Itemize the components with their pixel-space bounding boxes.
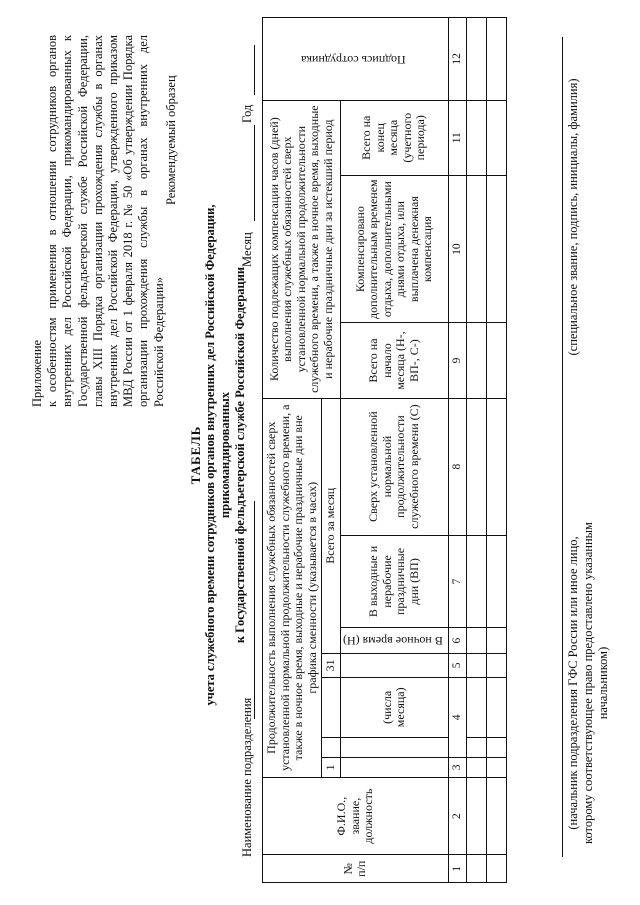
empty-cell xyxy=(467,777,487,855)
table-row xyxy=(487,18,507,883)
signature-right-caption: (специальное звание, подпись, инициалы, фамилия) xyxy=(566,78,580,356)
column-number-row xyxy=(448,18,467,883)
unit-fill-line xyxy=(254,501,255,719)
meta-row xyxy=(240,47,258,857)
signature-col-header xyxy=(263,18,449,101)
night-label: В ночное время (Н) xyxy=(342,634,443,649)
day-first: 1 xyxy=(322,757,341,777)
empty-cell xyxy=(487,398,507,535)
recommended-sample-label: Рекомендуемый образец xyxy=(164,75,178,205)
empty-cell xyxy=(487,100,507,175)
colnum-3: 3 xyxy=(448,757,467,777)
col-fio-header: Ф.И.О., звание, должность xyxy=(263,777,449,855)
empty-cell xyxy=(467,398,487,535)
empty-cell xyxy=(467,757,487,777)
day-cell-a xyxy=(340,757,448,777)
duration-header: Продолжительность выполнения служебных обязанностей сверх установленной нормальной продолжительности служебного времени, а также в ночное время, выходные и нерабочие праздничные дни вне графика сменности (указывается в часах) xyxy=(263,398,322,777)
colnum-1: 1 xyxy=(448,855,467,883)
empty-cell xyxy=(467,535,487,628)
compensation-header: Количество подлежащих компенсации часов (дней) выполнения служебных обязанностей сверх установленной нормальной продолжительности служебного времени, а также в ночное время, выходные и нерабочие праздничные дни за истекший период xyxy=(263,100,341,398)
colnum-2: 2 xyxy=(448,777,467,855)
empty-cell xyxy=(467,18,487,101)
appendix-heading: Приложение xyxy=(30,339,44,407)
empty-cell xyxy=(467,677,487,737)
colnum-6: 6 xyxy=(448,628,467,654)
empty-cell xyxy=(487,855,507,883)
empty-cell xyxy=(467,175,487,323)
title-line-1: учета служебного времени сотрудников органов внутренних дел Российской Федерации, прикомандированных xyxy=(203,204,232,706)
month-label: Месяц xyxy=(240,232,254,267)
signature-col-label: Подпись сотрудника xyxy=(301,52,406,67)
empty-cell xyxy=(487,628,507,654)
overtime-header: Сверх установленной нормальной продолжительности служебного времени (С) xyxy=(340,398,448,535)
unit-label: Наименование подразделения xyxy=(240,697,254,857)
month-fill-line xyxy=(254,125,255,221)
empty-cell xyxy=(467,628,487,654)
empty-cell xyxy=(467,855,487,883)
colnum-4: 4 xyxy=(448,677,467,757)
empty-cell xyxy=(487,535,507,628)
empty-cell xyxy=(487,175,507,323)
empty-cell xyxy=(467,100,487,175)
day-last: 31 xyxy=(322,653,341,677)
header-row-1 xyxy=(263,18,322,883)
table-row xyxy=(467,18,487,883)
timesheet-table xyxy=(262,17,507,883)
colnum-5: 5 xyxy=(448,653,467,677)
day-cell-c xyxy=(340,653,448,677)
night-header xyxy=(340,628,448,654)
empty-cell xyxy=(487,777,507,855)
colnum-10: 10 xyxy=(448,175,467,323)
empty-cell xyxy=(467,653,487,677)
day-blank-2 xyxy=(322,677,341,737)
empty-cell xyxy=(467,737,487,757)
appendix-text: к особенностям применения в отношении сотрудников органов внутренних дел Российской Федерации, прикомандированных к Государственной фельдъегерской службе Российской Федерации, главы XIII Порядка организации прохождения службы в органах внутренних дел Российской Федерации, утвержденного приказом МВД России от 1 февраля 2018 г. № 50 «Об утверждении Порядка организации прохождения службы в органах внутренних дел Российской Федерации» xyxy=(45,35,166,407)
day-cell-b xyxy=(340,737,448,757)
empty-cell xyxy=(467,323,487,398)
empty-cell xyxy=(487,18,507,101)
year-label: Год xyxy=(240,104,254,123)
colnum-12: 12 xyxy=(448,18,467,101)
col-num-header: № п/п xyxy=(263,855,449,883)
empty-cell xyxy=(487,757,507,777)
day-blank-1 xyxy=(322,737,341,757)
colnum-11: 11 xyxy=(448,100,467,175)
empty-cell xyxy=(487,323,507,398)
signature-left-caption: (начальник подразделения ГФС России или иное лицо, которому соответствующее право предоставлено указанным начальником) xyxy=(566,522,610,844)
title-main: ТАБЕЛЬ xyxy=(188,425,203,485)
title-line-2: к Государственной фельдъегерской службе Российской Федерации xyxy=(233,266,247,644)
empty-cell xyxy=(487,653,507,677)
weekend-header: В выходные и нерабочие праздничные дни (ВП) xyxy=(340,535,448,628)
compensated-header: Компенсировано дополнительным временем отдыха, дополнительными днями отдыха, или выплачена денежная компенсация xyxy=(340,175,448,323)
end-total-header: Всего на конец месяца (учетного периода) xyxy=(340,100,448,175)
total-month-header: Всего за месяц xyxy=(322,398,341,653)
empty-cell xyxy=(487,677,507,737)
colnum-7: 7 xyxy=(448,535,467,628)
start-total-header: Всего на начало месяца (Н-, ВП-, С-) xyxy=(340,323,448,398)
signature-line xyxy=(562,37,563,857)
empty-cell xyxy=(487,737,507,757)
year-fill-line xyxy=(254,45,255,95)
colnum-8: 8 xyxy=(448,398,467,535)
month-days-label: (числа месяца) xyxy=(340,677,448,737)
appendix-block xyxy=(30,35,167,407)
colnum-9: 9 xyxy=(448,323,467,398)
document-title xyxy=(188,195,248,715)
